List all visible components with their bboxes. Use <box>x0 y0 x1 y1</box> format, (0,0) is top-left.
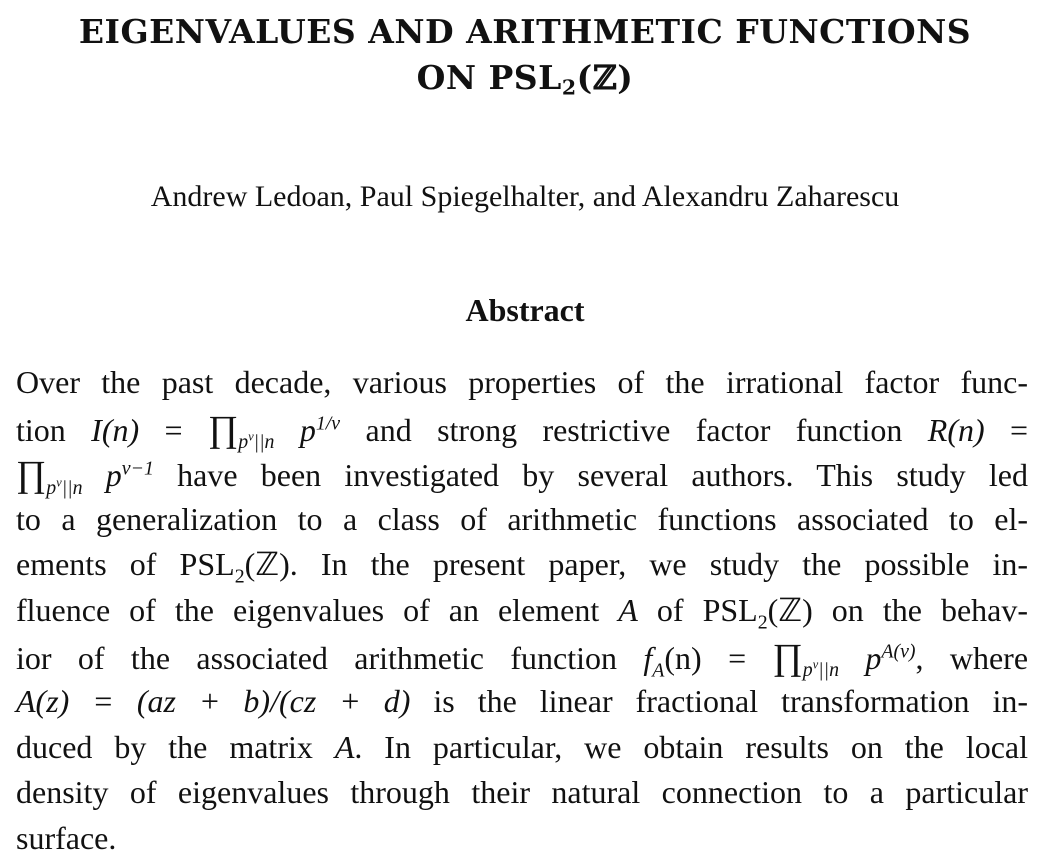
math-R-n: R(n) <box>927 411 985 448</box>
math-psl-argument: (ℤ) <box>767 591 813 628</box>
math-psl-subscript: 2 <box>234 565 245 588</box>
abstract-line-11: surface. <box>16 819 117 856</box>
math-product-symbol: ∏ <box>207 407 239 449</box>
abstract-line-9: duced by the matrix A. In particular, we obtain results on the local <box>16 728 1029 765</box>
abstract-line-10: density of eigenvalues through their natural connection to a particular <box>16 774 1028 811</box>
math-psl-argument: (ℤ) <box>244 546 290 583</box>
abstract-line-7: ior of the associated arithmetic function $f_A(n)$ = $\prod_{p^\nu||n}$ $p^{A(\nu)}$, where <box>16 635 1029 681</box>
math-product-symbol: ∏ <box>772 635 803 677</box>
math-exponent-nu-minus-1: ν−1 <box>121 457 154 480</box>
math-p: p <box>299 411 316 448</box>
math-f-argument: (n) <box>664 639 702 676</box>
math-equals: = <box>1010 411 1029 448</box>
math-product-index: pν||n <box>46 474 83 499</box>
math-f: f <box>643 639 653 676</box>
author-list: Andrew Ledoan, Paul Spiegelhalter, and Alexandru Zaharescu <box>150 180 900 213</box>
abstract-line-2: tion $I(n) = \prod_{p^\nu||n}$ $p^{1/\nu}$ and strong restrictive factor function R(n) = <box>16 407 1029 453</box>
abstract-line-3: $\prod_{p^\nu||n}$ $p^{\nu-1}$ have been investigated by several authors. This study led <box>16 453 1029 499</box>
math-f-subscript-A: A <box>652 658 665 681</box>
abstract-line-4: to a generalization to a class of arithmetic functions associated to el- <box>16 500 1028 537</box>
abstract-line-5: ements of $PSL_2(ℤ)$. In the present paper, we study the possible in- <box>16 546 1028 588</box>
math-product-index: pν||n <box>802 657 839 681</box>
math-I-n: I(n) <box>91 411 140 448</box>
title-psl-text: ON PSL <box>416 58 562 97</box>
math-product-index: pν||n <box>238 429 275 453</box>
abstract-line-6: fluence of the eigenvalues of an element A of $PSL_2(ℤ)$ on the behav- <box>16 591 1029 634</box>
math-psl: PSL <box>179 546 235 583</box>
paper-title-line-2 <box>0 58 1050 100</box>
abstract-line-8: A(z) = (az + b)/(cz + d) is the linear fractional transformation in- <box>16 683 1029 720</box>
abstract-body <box>16 360 1028 862</box>
abstract-heading: Abstract <box>465 292 585 328</box>
math-exponent-A-nu: A(ν) <box>881 639 916 662</box>
math-A: A <box>334 728 355 765</box>
math-exponent-1-over-nu: 1/ν <box>315 411 341 434</box>
math-psl: PSL <box>702 591 758 628</box>
math-product-symbol: ∏ <box>16 453 47 495</box>
math-A-of-z: A(z) = (az + b)/(cz + d) <box>16 683 411 720</box>
math-A: A <box>618 591 638 628</box>
title-psl-argument: (ℤ) <box>576 58 634 97</box>
paper-title-line-1: EIGENVALUES AND ARITHMETIC FUNCTIONS <box>78 12 972 51</box>
math-equals: = <box>164 411 183 448</box>
math-p: p <box>105 457 122 494</box>
abstract-line-1: Over the past decade, various properties of the irrational factor func- <box>16 364 1028 400</box>
title-psl-subscript: 2 <box>561 75 577 100</box>
math-psl-subscript: 2 <box>757 611 768 634</box>
math-equals: = <box>728 639 747 676</box>
math-p: p <box>865 639 882 676</box>
